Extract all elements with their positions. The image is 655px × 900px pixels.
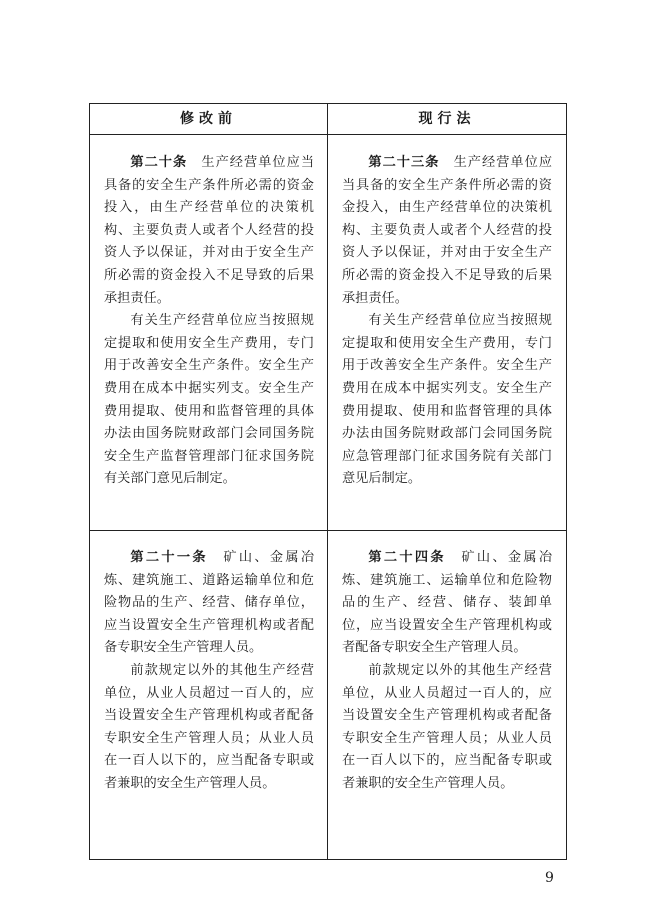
paragraph-1 [342, 547, 552, 660]
cell-article-21-before [104, 547, 314, 796]
header-current-law: 现行法 [418, 111, 476, 127]
article-number: 第二十三条 [368, 155, 440, 170]
paragraph-2: 有关生产经营单位应当按照规定提取和使用安全生产费用，专门用于改善安全生产条件。安全生产费用在成本中据实列支。安全生产费用提取、使用和监督管理的具体办法由国务院财政部门会同国务院应急管理部门征求国务院有关部门意见后制定。 [342, 313, 552, 487]
article-number: 第二十条 [130, 155, 188, 170]
article-number: 第二十四条 [368, 550, 446, 565]
article-text: 生产经营单位应当具备的安全生产条件所必需的资金投入，由生产经营单位的决策机构、主要负责人或者个人经营的投资人予以保证，并对由于安全生产所必需的资金投入不足导致的后果承担责任。 [104, 155, 315, 306]
cell-article-24-current [342, 547, 552, 796]
article-text: 矿山、金属冶炼、建筑施工、道路运输单位和危险物品的生产、经营、储存单位，应当设置安全生产管理机构或者配备专职安全生产管理人员。 [104, 550, 315, 656]
column-divider [327, 104, 328, 859]
article-text: 矿山、金属冶炼、建筑施工、运输单位和危险物品的生产、经营、储存、装卸单位，应当设置安全生产管理机构或者配备专职安全生产管理人员。 [342, 550, 553, 656]
paragraph-1 [342, 152, 552, 310]
page-number: 9 [545, 870, 554, 886]
paragraph-1 [104, 152, 314, 310]
cell-article-23-current [342, 152, 552, 491]
article-number: 第二十一条 [130, 550, 208, 565]
article-text: 生产经营单位应当具备的安全生产条件所必需的资金投入，由生产经营单位的决策机构、主要负责人或者个人经营的投资人予以保证，并对由于安全生产所必需的资金投入不足导致的后果承担责任。 [342, 155, 553, 306]
paragraph-2: 有关生产经营单位应当按照规定提取和使用安全生产费用，专门用于改善安全生产条件。安全生产费用在成本中据实列支。安全生产费用提取、使用和监督管理的具体办法由国务院财政部门会同国务院安全生产监督管理部门征求国务院有关部门意见后制定。 [104, 313, 314, 487]
cell-article-20-before [104, 152, 314, 491]
paragraph-2: 前款规定以外的其他生产经营单位，从业人员超过一百人的，应当设置安全生产管理机构或者配备专职安全生产管理人员；从业人员在一百人以下的，应当配备专职或者兼职的安全生产管理人员。 [104, 662, 314, 791]
paragraph-2: 前款规定以外的其他生产经营单位，从业人员超过一百人的，应当设置安全生产管理机构或者配备专职安全生产管理人员；从业人员在一百人以下的，应当配备专职或者兼职的安全生产管理人员。 [342, 662, 552, 791]
paragraph-1 [104, 547, 314, 660]
row-divider [90, 530, 566, 531]
header-before-revision: 修改前 [180, 111, 237, 127]
comparison-table [89, 103, 567, 860]
header-divider [90, 134, 566, 135]
